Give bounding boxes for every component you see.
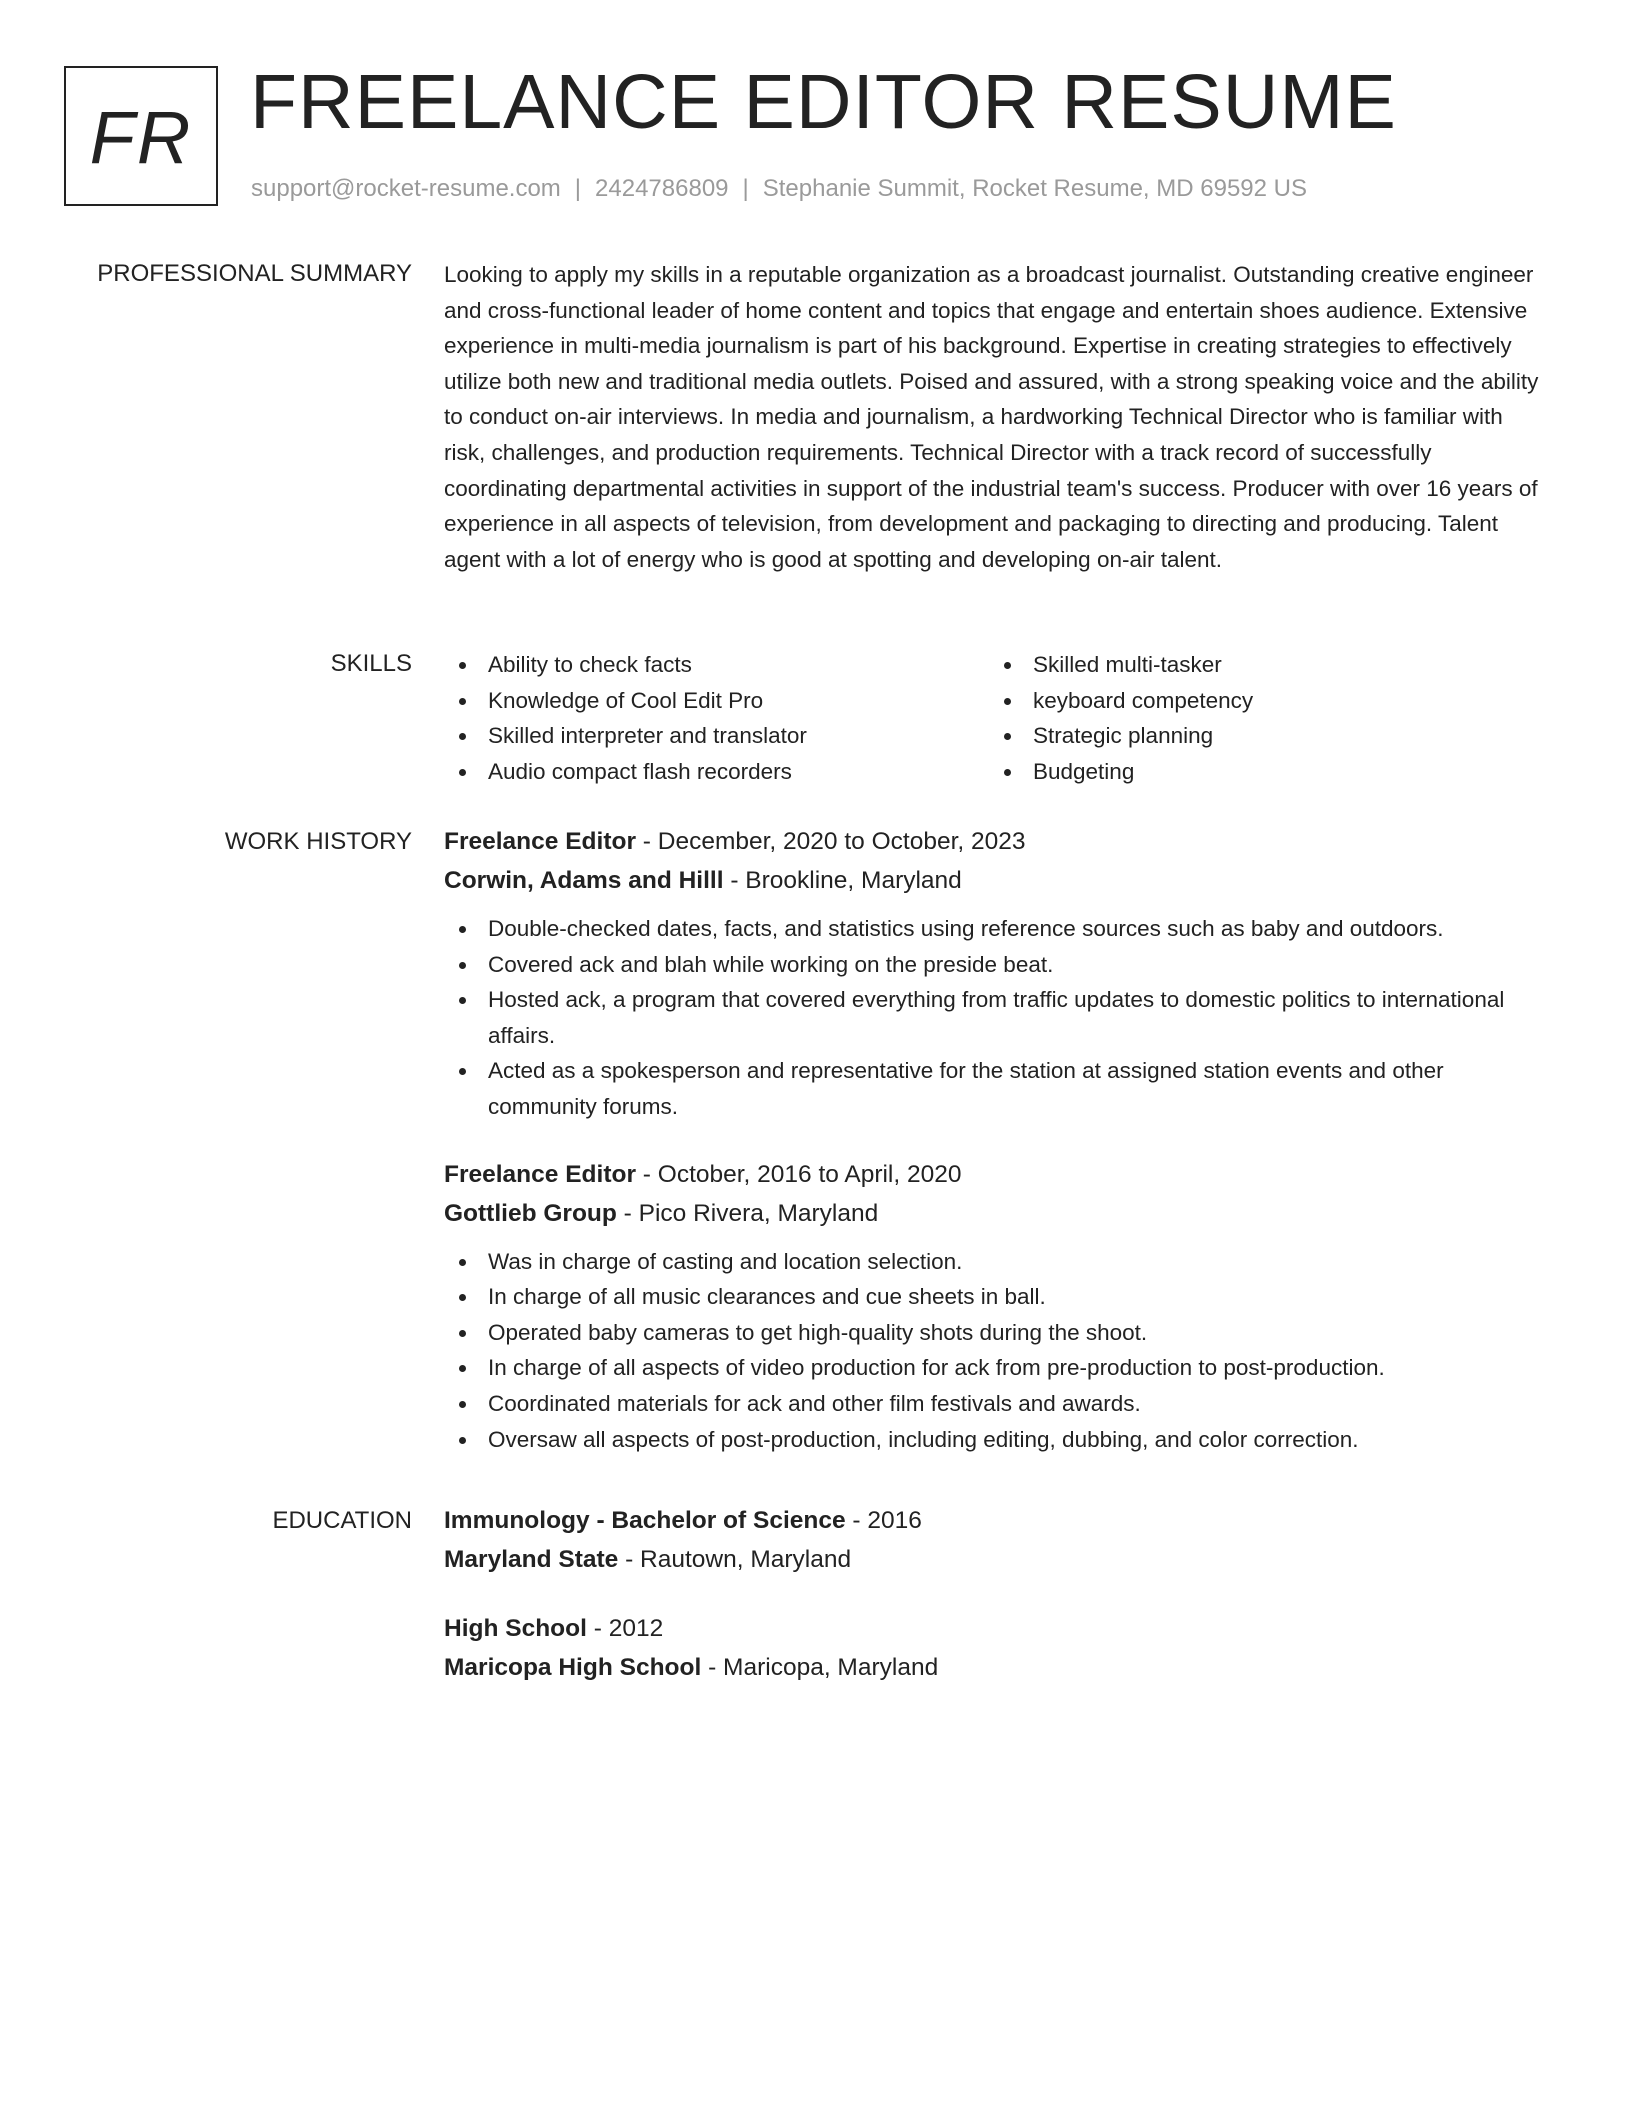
skill-item: Skilled interpreter and translator bbox=[444, 718, 989, 754]
skill-item: Knowledge of Cool Edit Pro bbox=[444, 683, 989, 719]
education-school-line bbox=[444, 1648, 1544, 1687]
job-company: Gottlieb Group bbox=[444, 1199, 617, 1227]
summary-text: Looking to apply my skills in a reputable organization as a broadcast journalist. Outstanding creative engineer and cross-functional leader of home content and topics that engage and entertain shoes audience. Extensive experience in multi-media journalism is part of his background. Expertise in creating strategies to effectively utilize both new and traditional media outlets. Poised and assured, with a strong speaking voice and the ability to conduct on-air interviews. In media and journalism, a hardworking Technical Director who is familiar with risk, challenges, and production requirements. Technical Director with a track record of successfully coordinating departmental activities in support of the industrial team's success. Producer with over 16 years of experience in all aspects of television, from development and packaging to directing and producing. Talent agent with a lot of energy who is good at spotting and developing on-air talent. bbox=[444, 262, 1539, 572]
job-company-line bbox=[444, 861, 1544, 900]
contact-email: support@rocket-resume.com bbox=[251, 175, 561, 202]
skill-item: keyboard competency bbox=[989, 683, 1534, 719]
skills-heading: SKILLS bbox=[330, 650, 412, 677]
contact-address: Stephanie Summit, Rocket Resume, MD 69592 US bbox=[762, 175, 1307, 202]
skill-item: Budgeting bbox=[989, 754, 1534, 790]
duty-item: Coordinated materials for ack and other film festivals and awards. bbox=[444, 1386, 1544, 1422]
education-location: - Rautown, Maryland bbox=[618, 1546, 852, 1573]
duty-item: Operated baby cameras to get high-quality shots during the shoot. bbox=[444, 1315, 1544, 1351]
job-location: - Pico Rivera, Maryland bbox=[616, 1199, 879, 1227]
summary-body bbox=[444, 257, 1544, 577]
education-school: Maryland State bbox=[444, 1546, 619, 1573]
duty-item: In charge of all music clearances and cue sheets in ball. bbox=[444, 1279, 1544, 1315]
education-degree: Immunology - Bachelor of Science bbox=[444, 1507, 846, 1534]
job-title-line bbox=[444, 822, 1544, 861]
summary-heading: PROFESSIONAL SUMMARY bbox=[97, 260, 412, 287]
work-body bbox=[444, 822, 1544, 1457]
contact-separator: | bbox=[574, 175, 582, 202]
job-title: Freelance Editor bbox=[444, 828, 636, 855]
duty-item: Covered ack and blah while working on the preside beat. bbox=[444, 947, 1544, 983]
skill-item: Ability to check facts bbox=[444, 647, 989, 683]
skill-item: Audio compact flash recorders bbox=[444, 754, 989, 790]
contact-separator: | bbox=[742, 175, 749, 202]
duty-item: In charge of all aspects of video production for ack from pre-production to post-production. bbox=[444, 1350, 1544, 1386]
education-heading: EDUCATION bbox=[272, 1507, 412, 1534]
education-year: - 2016 bbox=[845, 1507, 922, 1534]
job-duties bbox=[444, 911, 1544, 1125]
education-year: - 2012 bbox=[586, 1615, 664, 1642]
education-degree-line bbox=[444, 1501, 1544, 1540]
work-heading: WORK HISTORY bbox=[224, 828, 412, 855]
education-school-line bbox=[444, 1540, 1544, 1579]
skills-list-right bbox=[989, 647, 1534, 789]
job-company-line bbox=[444, 1194, 1544, 1233]
duty-item: Oversaw all aspects of post-production, including editing, dubbing, and color correction. bbox=[444, 1422, 1544, 1458]
monogram-box bbox=[64, 66, 218, 206]
job-entry bbox=[444, 1155, 1544, 1458]
skills-body bbox=[444, 647, 1544, 789]
contact-phone: 2424786809 bbox=[595, 175, 729, 202]
education-degree: High School bbox=[444, 1615, 587, 1642]
job-duties bbox=[444, 1244, 1544, 1458]
education-school: Maricopa High School bbox=[444, 1654, 702, 1681]
job-title: Freelance Editor bbox=[444, 1160, 636, 1188]
duty-item: Double-checked dates, facts, and statistics using reference sources such as baby and outdoors. bbox=[444, 911, 1544, 947]
duty-item: Hosted ack, a program that covered everything from traffic updates to domestic politics to international affairs. bbox=[444, 982, 1544, 1053]
duty-item: Was in charge of casting and location selection. bbox=[444, 1244, 1544, 1280]
duty-item: Acted as a spokesperson and representative for the station at assigned station events and other community forums. bbox=[444, 1053, 1544, 1124]
education-degree-line bbox=[444, 1609, 1544, 1648]
job-location: - Brookline, Maryland bbox=[723, 867, 962, 894]
education-location: - Maricopa, Maryland bbox=[701, 1654, 939, 1681]
job-title-line bbox=[444, 1155, 1544, 1194]
job-dates: - October, 2016 to April, 2020 bbox=[635, 1160, 962, 1188]
job-dates: - December, 2020 to October, 2023 bbox=[635, 828, 1026, 855]
skills-grid bbox=[444, 647, 1544, 789]
job-entry bbox=[444, 822, 1544, 1125]
skills-list-left bbox=[444, 647, 989, 789]
education-entry bbox=[444, 1501, 1544, 1579]
skill-item: Skilled multi-tasker bbox=[989, 647, 1534, 683]
education-body bbox=[444, 1501, 1544, 1687]
contact-line bbox=[251, 174, 1307, 204]
job-company: Corwin, Adams and Hilll bbox=[444, 867, 724, 894]
skill-item: Strategic planning bbox=[989, 718, 1534, 754]
monogram-initials: FR bbox=[89, 95, 193, 179]
resume-title: FREELANCE EDITOR RESUME bbox=[250, 59, 1397, 145]
education-entry bbox=[444, 1609, 1544, 1687]
